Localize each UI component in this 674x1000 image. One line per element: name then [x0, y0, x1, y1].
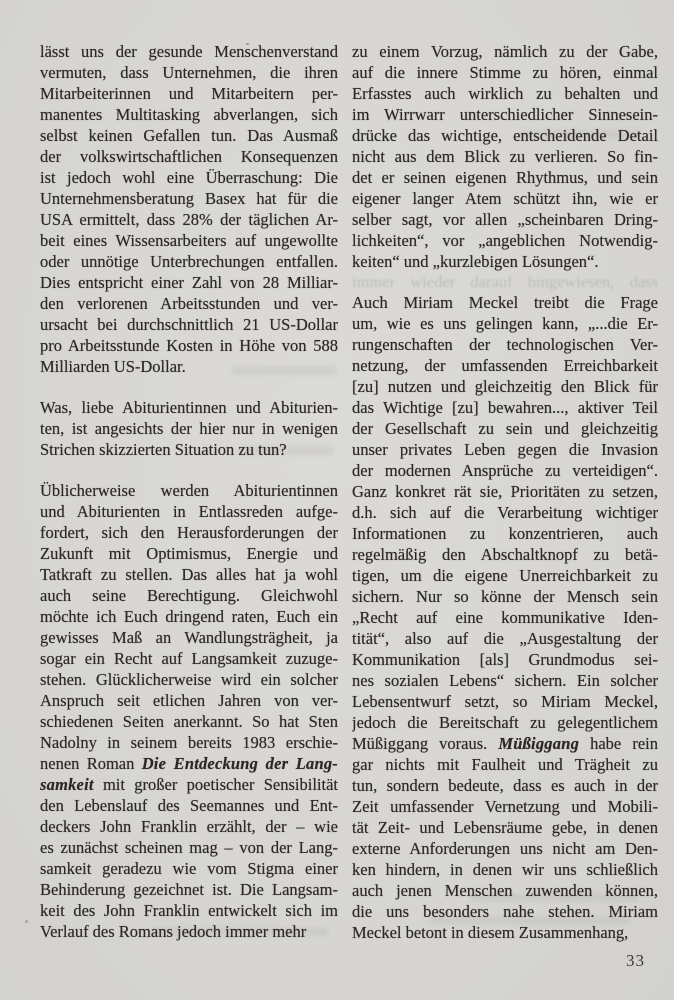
text-line — [40, 669, 338, 690]
body-text: der volkswirtschaftlichen Konsequenzen — [40, 147, 338, 166]
text-line — [352, 481, 658, 502]
body-text: fordert, sich den Herausforderungen der — [40, 523, 338, 542]
body-text: netzung, der umfassenden Erreichbarkeit — [352, 356, 658, 375]
body-text: Zukunft mit Optimismus, Energie und — [40, 544, 338, 563]
text-line — [352, 460, 658, 481]
body-text: mit großer poetischer Sensibilität — [93, 775, 338, 794]
text-line — [352, 188, 658, 209]
text-line — [352, 292, 658, 313]
text-line — [40, 522, 338, 543]
body-text: Milliarden US-Dollar. — [40, 357, 186, 376]
body-text: Informationen zu konzentrieren, auch — [352, 524, 658, 543]
body-text: manentes Multitasking abverlangen, sich — [40, 105, 338, 124]
body-text: Zeit umfassender Vernetzung und Mobili- — [352, 797, 658, 816]
text-line — [40, 83, 338, 104]
bleedthrough-text: immer wieder darauf hingewiesen, dass — [352, 272, 658, 291]
body-text: tität“, also auf die „Ausgestaltung der — [352, 629, 658, 648]
text-line — [352, 41, 658, 62]
body-text: nenen Roman — [40, 754, 142, 773]
body-text: USA ermittelt, dass 28% der täglichen Ar- — [40, 210, 338, 229]
text-line — [352, 859, 658, 880]
body-text: regelmäßig den Abschaltknopf zu betä- — [352, 545, 658, 564]
text-line — [352, 922, 658, 943]
text-line — [40, 41, 338, 62]
text-line — [40, 774, 338, 795]
body-text: auch seine Berechtigung. Gleichwohl — [40, 586, 338, 605]
body-text: lässt uns der gesunde Menschenverstand — [40, 42, 338, 61]
body-text: auf die innere Stimme zu hören, einmal — [352, 63, 658, 82]
body-text: Üblicherweise werden Abiturientinnen — [40, 481, 338, 500]
body-text: Ganz konkret rät sie, Prioritäten zu setzen, — [352, 482, 658, 501]
text-line — [40, 230, 338, 251]
scan-speck — [25, 920, 28, 923]
body-text: zu einem Vorzug, nämlich zu der Gabe, — [352, 42, 658, 61]
body-text: nicht aus dem Blick zu verlieren. So fin- — [352, 147, 658, 166]
text-line — [40, 816, 338, 837]
text-line — [352, 565, 658, 586]
body-text: ist jedoch wohl eine Überraschung: Die — [40, 168, 338, 187]
body-text: den verlorenen Arbeitsstunden und ver- — [40, 294, 338, 313]
body-text: Tatkraft zu stellen. Das alles hat ja wohl — [40, 565, 338, 584]
body-text: Was, liebe Abiturientinnen und Abiturien- — [40, 398, 338, 417]
text-line — [40, 125, 338, 146]
text-line — [40, 627, 338, 648]
body-text: „Recht auf eine kommunikative Iden- — [352, 608, 658, 627]
text-line — [40, 921, 338, 942]
text-line — [40, 711, 338, 732]
body-text: vermuten, dass Unternehmen, die ihren — [40, 63, 338, 82]
text-line — [40, 543, 338, 564]
body-text: Unternehmensberatung Basex hat für die — [40, 189, 338, 208]
text-line — [352, 880, 658, 901]
text-line — [352, 167, 658, 188]
body-text: tun, sondern bedeute, dass es auch in der — [352, 776, 658, 795]
text-line — [40, 251, 338, 272]
body-text: der Gesellschaft zu sein und gleichzeitig — [352, 419, 658, 438]
text-line — [352, 733, 658, 754]
body-text: oder unnötige Unterbrechungen entfallen. — [40, 252, 338, 271]
text-line — [40, 606, 338, 627]
text-line — [352, 209, 658, 230]
text-line — [352, 544, 658, 565]
text-line — [40, 146, 338, 167]
body-text: drücke das wichtige, entscheidende Detail — [352, 126, 658, 145]
body-text: Meckel betont in diesem Zusammenhang, — [352, 923, 629, 942]
text-line — [40, 439, 338, 460]
body-text: gewisses Maß an Wandlungsträgheit, ja — [40, 628, 338, 647]
paragraph — [352, 41, 658, 272]
body-text: Lebensentwurf setzt, so Miriam Meckel, — [352, 692, 658, 711]
text-line — [352, 334, 658, 355]
body-text: ten, ist angesichts der hier nur in wenigen — [40, 419, 338, 438]
paragraph — [352, 292, 658, 943]
text-line — [352, 502, 658, 523]
text-line — [352, 754, 658, 775]
body-text: es zunächst scheinen mag – von der Lang- — [40, 838, 338, 857]
body-text: [zu] nutzen und gleichzeitig den Blick für — [352, 377, 658, 396]
text-line — [352, 83, 658, 104]
text-line — [40, 501, 338, 522]
body-text: lichkeiten“, vor „angeblichen Notwendig- — [352, 231, 658, 250]
body-text: das Wichtige [zu] bewahren..., aktiver Teil — [352, 398, 658, 417]
body-text: externe Anforderungen uns nicht am Den- — [352, 839, 658, 858]
body-text: im Wirrwarr unterschiedlicher Sinnesein- — [352, 105, 658, 124]
text-line — [40, 858, 338, 879]
text-line — [352, 125, 658, 146]
text-line — [352, 418, 658, 439]
text-line — [352, 775, 658, 796]
text-line — [40, 648, 338, 669]
body-text: tät Zeit- und Lebensräume gebe, in denen — [352, 818, 658, 837]
body-text: Müßiggang voraus. — [352, 734, 499, 753]
paragraph — [40, 41, 338, 377]
body-text: Anspruch seit etlichen Jahren von ver- — [40, 691, 338, 710]
text-line — [40, 564, 338, 585]
column-right — [352, 41, 658, 943]
text-line — [352, 901, 658, 922]
text-line — [40, 293, 338, 314]
text-line — [40, 397, 338, 418]
body-text: pro Arbeitsstunde Kosten in Höhe von 588 — [40, 336, 338, 355]
text-line — [40, 732, 338, 753]
text-line — [40, 480, 338, 501]
text-line — [40, 837, 338, 858]
text-line — [40, 314, 338, 335]
text-line — [352, 649, 658, 670]
body-text: samkeit geradezu wie vom Stigma einer — [40, 859, 338, 878]
text-line — [40, 753, 338, 774]
column-left — [40, 41, 338, 942]
body-text: rungenschaften der technologischen Ver- — [352, 335, 658, 354]
body-text: Auch Miriam Meckel treibt die Frage — [352, 293, 658, 312]
text-line — [40, 879, 338, 900]
text-line — [352, 230, 658, 251]
text-line — [352, 376, 658, 397]
body-text: ursacht bei durchschnittlich 21 US-Dollar — [40, 315, 338, 334]
body-text: der modernen Ansprüche zu verteidigen“. — [352, 461, 658, 480]
emphasized-text: samkeit — [40, 775, 94, 794]
body-text: Behinderung gezeichnet ist. Die Langsam- — [40, 880, 338, 899]
body-text: selbst keinen Gefallen tun. Das Ausmaß — [40, 126, 338, 145]
body-text: um, wie es uns gelingen kann, „...die Er- — [352, 314, 658, 333]
paragraph — [40, 480, 338, 942]
text-line — [40, 104, 338, 125]
text-line — [352, 62, 658, 83]
body-text: d.h. sich auf die Verarbeitung wichtiger — [352, 503, 658, 522]
page-number: 33 — [626, 951, 645, 970]
text-line — [40, 209, 338, 230]
body-text: Strichen skizzierten Situation zu tun? — [40, 440, 287, 459]
text-line — [352, 628, 658, 649]
text-line — [40, 585, 338, 606]
body-text: die uns besonders nahe stehen. Miriam — [352, 902, 658, 921]
body-text: det er seinen eigenen Rhythmus, und sein — [352, 168, 658, 187]
text-line — [40, 272, 338, 293]
body-text: möchte ich Euch dringend raten, Euch ein — [40, 607, 338, 626]
text-line — [352, 586, 658, 607]
body-text: schiedenen Seiten anerkannt. So hat Sten — [40, 712, 338, 731]
body-text: beit eines Wissensarbeiters auf ungewollte — [40, 231, 338, 250]
text-line — [352, 104, 658, 125]
text-line — [40, 62, 338, 83]
paragraph — [40, 397, 338, 460]
text-line — [40, 167, 338, 188]
text-line — [352, 313, 658, 334]
body-text: und Abiturienten in Entlassreden aufge- — [40, 502, 338, 521]
body-text: keit des John Franklin entwickelt sich im — [40, 901, 338, 920]
text-line — [352, 712, 658, 733]
text-line — [352, 251, 658, 272]
body-text: stehen. Glücklicherweise wird ein solcher — [40, 670, 338, 689]
body-text: Verlauf des Romans jedoch immer mehr — [40, 922, 307, 941]
body-text: Dies entspricht einer Zahl von 28 Milliar- — [40, 273, 338, 292]
text-line — [352, 838, 658, 859]
body-text: Kommunikation [als] Grundmodus sei- — [352, 650, 658, 669]
text-line — [352, 817, 658, 838]
body-text: den Lebenslauf des Seemannes und Ent- — [40, 796, 338, 815]
body-text: habe rein — [579, 734, 658, 753]
body-text: Erfasstes auch wirklich zu behalten und — [352, 84, 658, 103]
body-text: ken hindern, in denen wir uns schließlich — [352, 860, 658, 879]
text-line — [40, 418, 338, 439]
text-line — [352, 670, 658, 691]
emphasized-text: Die Entdeckung der Lang- — [141, 754, 338, 773]
body-text: unser privates Leben gegen die Invasion — [352, 440, 658, 459]
body-text: keiten“ und „kurzlebigen Lösungen“. — [352, 252, 599, 271]
text-line — [352, 355, 658, 376]
body-text: Mitarbeiterinnen und Mitarbeitern per- — [40, 84, 338, 103]
text-line — [40, 690, 338, 711]
text-line — [352, 607, 658, 628]
body-text: nes sozialen Lebens“ sichern. Ein solcher — [352, 671, 658, 690]
body-text: tigen, um die eigene Unerreichbarkeit zu — [352, 566, 658, 585]
text-line — [352, 523, 658, 544]
body-text: jedoch die Bereitschaft zu gelegentlichem — [352, 713, 658, 732]
text-line — [352, 691, 658, 712]
body-text: deckers John Franklin erzählt, der – wie — [40, 817, 338, 836]
text-line — [352, 397, 658, 418]
text-line — [40, 900, 338, 921]
body-text: gar nichts mit Faulheit und Trägheit zu — [352, 755, 658, 774]
body-text: sogar ein Recht auf Langsamkeit zuzuge- — [40, 649, 338, 668]
text-line — [40, 335, 338, 356]
text-line — [40, 795, 338, 816]
text-line — [40, 188, 338, 209]
body-text: sichern. Nur so könne der Mensch sein — [352, 587, 658, 606]
text-line — [352, 146, 658, 167]
text-line — [40, 356, 338, 377]
text-line — [352, 439, 658, 460]
emphasized-text: Müßiggang — [498, 734, 580, 753]
text-line — [352, 796, 658, 817]
body-text: Nadolny in seinem bereits 1983 erschie- — [40, 733, 338, 752]
body-text: selber sagt, vor allen „scheinbaren Dring- — [352, 210, 658, 229]
body-text: eigener langer Atem schützt ihn, wie er — [352, 189, 658, 208]
body-text: auch jenen Menschen zuwenden können, — [352, 881, 658, 900]
